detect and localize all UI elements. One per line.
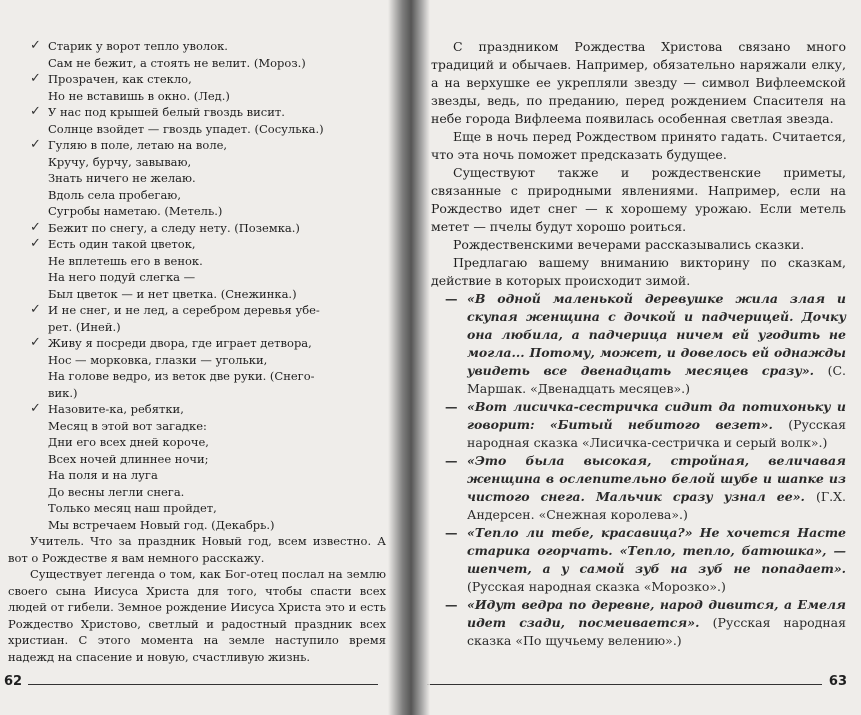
quote-text: «В одной маленькой деревушке жила злая и скупая женщина с дочкой и падчерицей. Дочку она любила, а падчерица ничем ей угодить не могла... Потому, может, и довелось ей однажды увидеть все двенадцать месяцев сразу». [467, 291, 846, 378]
checkmark-icon: ✓ [30, 219, 41, 235]
riddle-line [8, 451, 386, 468]
dash-marker: — [445, 453, 458, 468]
riddle-line [8, 500, 386, 517]
riddle-line-text: До весны легли снега. [48, 484, 185, 499]
traditions-paragraph: С праздником Рождества Христова связано много традиций и обычаев. Например, обязательно наряжали елку, а на верхушке ее укрепляли звезду — символ Вифлеемской звезды, ведь, по преданию, перед рождением Спасителя на небе города Вифлеема появилась особенная светлая звезда. [431, 39, 846, 126]
riddle-line [8, 104, 386, 121]
tales-paragraph: Рождественскими вечерами рассказывались сказки. [453, 237, 805, 252]
page-number: 62 [4, 674, 23, 689]
right-page-text [431, 38, 846, 650]
riddle-line [8, 170, 386, 187]
footer-rule [427, 684, 822, 685]
riddle-line [8, 517, 386, 534]
riddle-line-text: Живу я посреди двора, где играет детвора, [48, 336, 312, 350]
riddle-line [8, 88, 386, 105]
right-page [405, 0, 861, 715]
riddle-line-text: И не снег, и не лед, а серебром деревья убе- [48, 303, 320, 317]
riddle-line-text: Знать ничего не желаю. [48, 171, 196, 185]
riddle-line [8, 302, 386, 319]
teacher-paragraph: Учитель. Что за праздник Новый год, всем известно. А вот о Рождестве я вам немного расскажу. [8, 534, 386, 565]
dash-marker: — [445, 291, 458, 306]
dash-marker: — [445, 597, 458, 612]
quote-source: (Русская народная сказка «По щучьему велению».) [467, 615, 846, 648]
riddle-line-text: Назовите-ка, ребятки, [48, 402, 184, 416]
riddle-line-text: Мы встречаем Новый год. (Декабрь.) [48, 517, 275, 532]
quote-source: (Русская народная сказка «Морозко».) [467, 579, 726, 594]
riddle-line [8, 368, 386, 385]
riddle-line [8, 154, 386, 171]
quote-text: «Идут ведра по деревне, народ дивится, а Емеля идет сзади, посмеивается». [467, 597, 846, 630]
quote-source: (Русская народная сказка «Лисичка-сестричка и серый волк».) [467, 417, 846, 450]
quiz-quote [431, 596, 846, 650]
riddle-line-text: Не вплетешь его в венок. [48, 253, 203, 268]
checkmark-icon: ✓ [30, 302, 41, 317]
omens-paragraph: Существуют также и рождественские приметы, связанные с природными явлениями. Например, если на Рождество идет снег — к хорошему урожаю. Если метель метет — пчелы будут хорошо роиться. [431, 165, 846, 234]
checkmark-icon: ✓ [30, 71, 41, 86]
riddle-line [8, 55, 386, 72]
riddle-line [8, 236, 386, 253]
riddle-line [8, 484, 386, 501]
riddle-line-text: Гуляю в поле, летаю на воле, [48, 138, 228, 152]
riddle-line-text: Есть один такой цветок, [48, 237, 196, 251]
quote-text: «Тепло ли тебе, красавица?» Не хочется Насте старика огорчать. «Тепло, тепло, батюшка», — шепчет, а у самой зуб на зуб не попадает». [467, 525, 846, 576]
page-number: 63 [828, 674, 847, 689]
riddle-line-text: Старик у ворот тепло уволок. [48, 39, 228, 53]
quiz-quote [431, 452, 846, 524]
riddle-line-text: Месяц в этой вот загадке: [48, 418, 207, 433]
riddle-line [8, 220, 386, 237]
left-page-text [8, 38, 386, 665]
riddle-line-text: рет. (Иней.) [48, 319, 121, 334]
left-page [0, 0, 405, 715]
quote-source: (С. Маршак. «Двенадцать месяцев».) [467, 363, 846, 396]
fortune-paragraph: Еще в ночь перед Рождеством принято гадать. Считается, что эта ночь поможет предсказать будущее. [431, 129, 846, 162]
footer-rule [28, 684, 378, 685]
riddle-line-text: Прозрачен, как стекло, [48, 72, 192, 86]
quiz-quote [431, 290, 846, 398]
riddle-line-text: Но не вставишь в окно. (Лед.) [48, 88, 230, 103]
riddle-line-text: Бежит по снегу, а следу нету. (Поземка.) [48, 220, 300, 235]
riddle-line-text: Вдоль села пробегаю, [48, 187, 181, 202]
riddle-line [8, 203, 386, 220]
riddle-line [8, 385, 386, 402]
riddle-line [8, 319, 386, 336]
quote-source: (Г.Х. Андерсен. «Снежная королева».) [467, 489, 847, 522]
quiz-intro-paragraph: Предлагаю вашему вниманию викторину по сказкам, действие в которых происходит зимой. [431, 255, 846, 288]
riddle-line-text: Кручу, бурчу, завываю, [48, 154, 192, 169]
checkmark-icon: ✓ [30, 401, 41, 416]
riddle-line-text: Только месяц наш пройдет, [48, 501, 217, 515]
riddle-line-text: На поля и на луга [48, 468, 158, 482]
checkmark-icon: ✓ [30, 335, 41, 350]
riddle-line-text: Нос — морковка, глазки — угольки, [48, 352, 268, 367]
riddle-line [8, 352, 386, 369]
checkmark-icon: ✓ [30, 236, 41, 251]
quote-text: «Вот лисичка-сестричка сидит да потихоньку и говорит: «Битый небитого везет». [467, 399, 846, 432]
quiz-quote [431, 524, 846, 596]
riddle-line [8, 121, 386, 138]
riddle-line [8, 335, 386, 352]
riddle-line [8, 137, 386, 154]
riddle-line-text: Сам не бежит, а стоять не велит. (Мороз.) [48, 55, 306, 70]
riddle-line [8, 38, 386, 55]
dash-marker: — [445, 525, 458, 540]
dash-marker: — [445, 399, 458, 414]
riddle-line [8, 187, 386, 204]
riddle-line-text: У нас под крышей белый гвоздь висит. [48, 105, 285, 119]
checkmark-icon: ✓ [30, 38, 41, 53]
riddle-line-text: На голове ведро, из веток две руки. (Снего- [48, 369, 315, 383]
riddle-line [8, 434, 386, 451]
riddle-line [8, 269, 386, 286]
checkmark-icon: ✓ [30, 137, 41, 152]
riddle-line-text: Всех ночей длиннее ночи; [48, 451, 209, 466]
quiz-quote-list [431, 290, 846, 650]
riddle-line-text: На него подуй слегка — [48, 270, 196, 284]
riddle-line [8, 401, 386, 418]
riddle-list [8, 38, 386, 533]
riddle-line [8, 71, 386, 88]
book-gutter-shadow [388, 0, 430, 715]
riddle-line [8, 467, 386, 484]
quote-text: «Это была высокая, стройная, величавая женщина в ослепительно белой шубе и шапке из чистого снега. Мальчик сразу узнал ее». [467, 453, 846, 504]
riddle-line-text: вик.) [48, 385, 78, 400]
riddle-line-text: Дни его всех дней короче, [48, 435, 209, 449]
legend-paragraph: Существует легенда о том, как Бог-отец послал на землю своего сына Иисуса Христа для того, чтобы спасти всех людей от гибели. Земное рождение Иисуса Христа это и есть Рождество Христово, светлый и радостный праздник всех христиан. С этого момента на земле наступило время надежд на спасение и новую, счастливую жизнь. [8, 567, 386, 664]
quiz-quote [431, 398, 846, 452]
riddle-line-text: Солнце взойдет — гвоздь упадет. (Сосулька.) [48, 121, 324, 136]
riddle-line [8, 418, 386, 435]
checkmark-icon: ✓ [30, 104, 41, 119]
riddle-line [8, 253, 386, 270]
riddle-line-text: Сугробы наметаю. (Метель.) [48, 204, 223, 218]
riddle-line [8, 286, 386, 303]
riddle-line-text: Был цветок — и нет цветка. (Снежинка.) [48, 286, 297, 301]
